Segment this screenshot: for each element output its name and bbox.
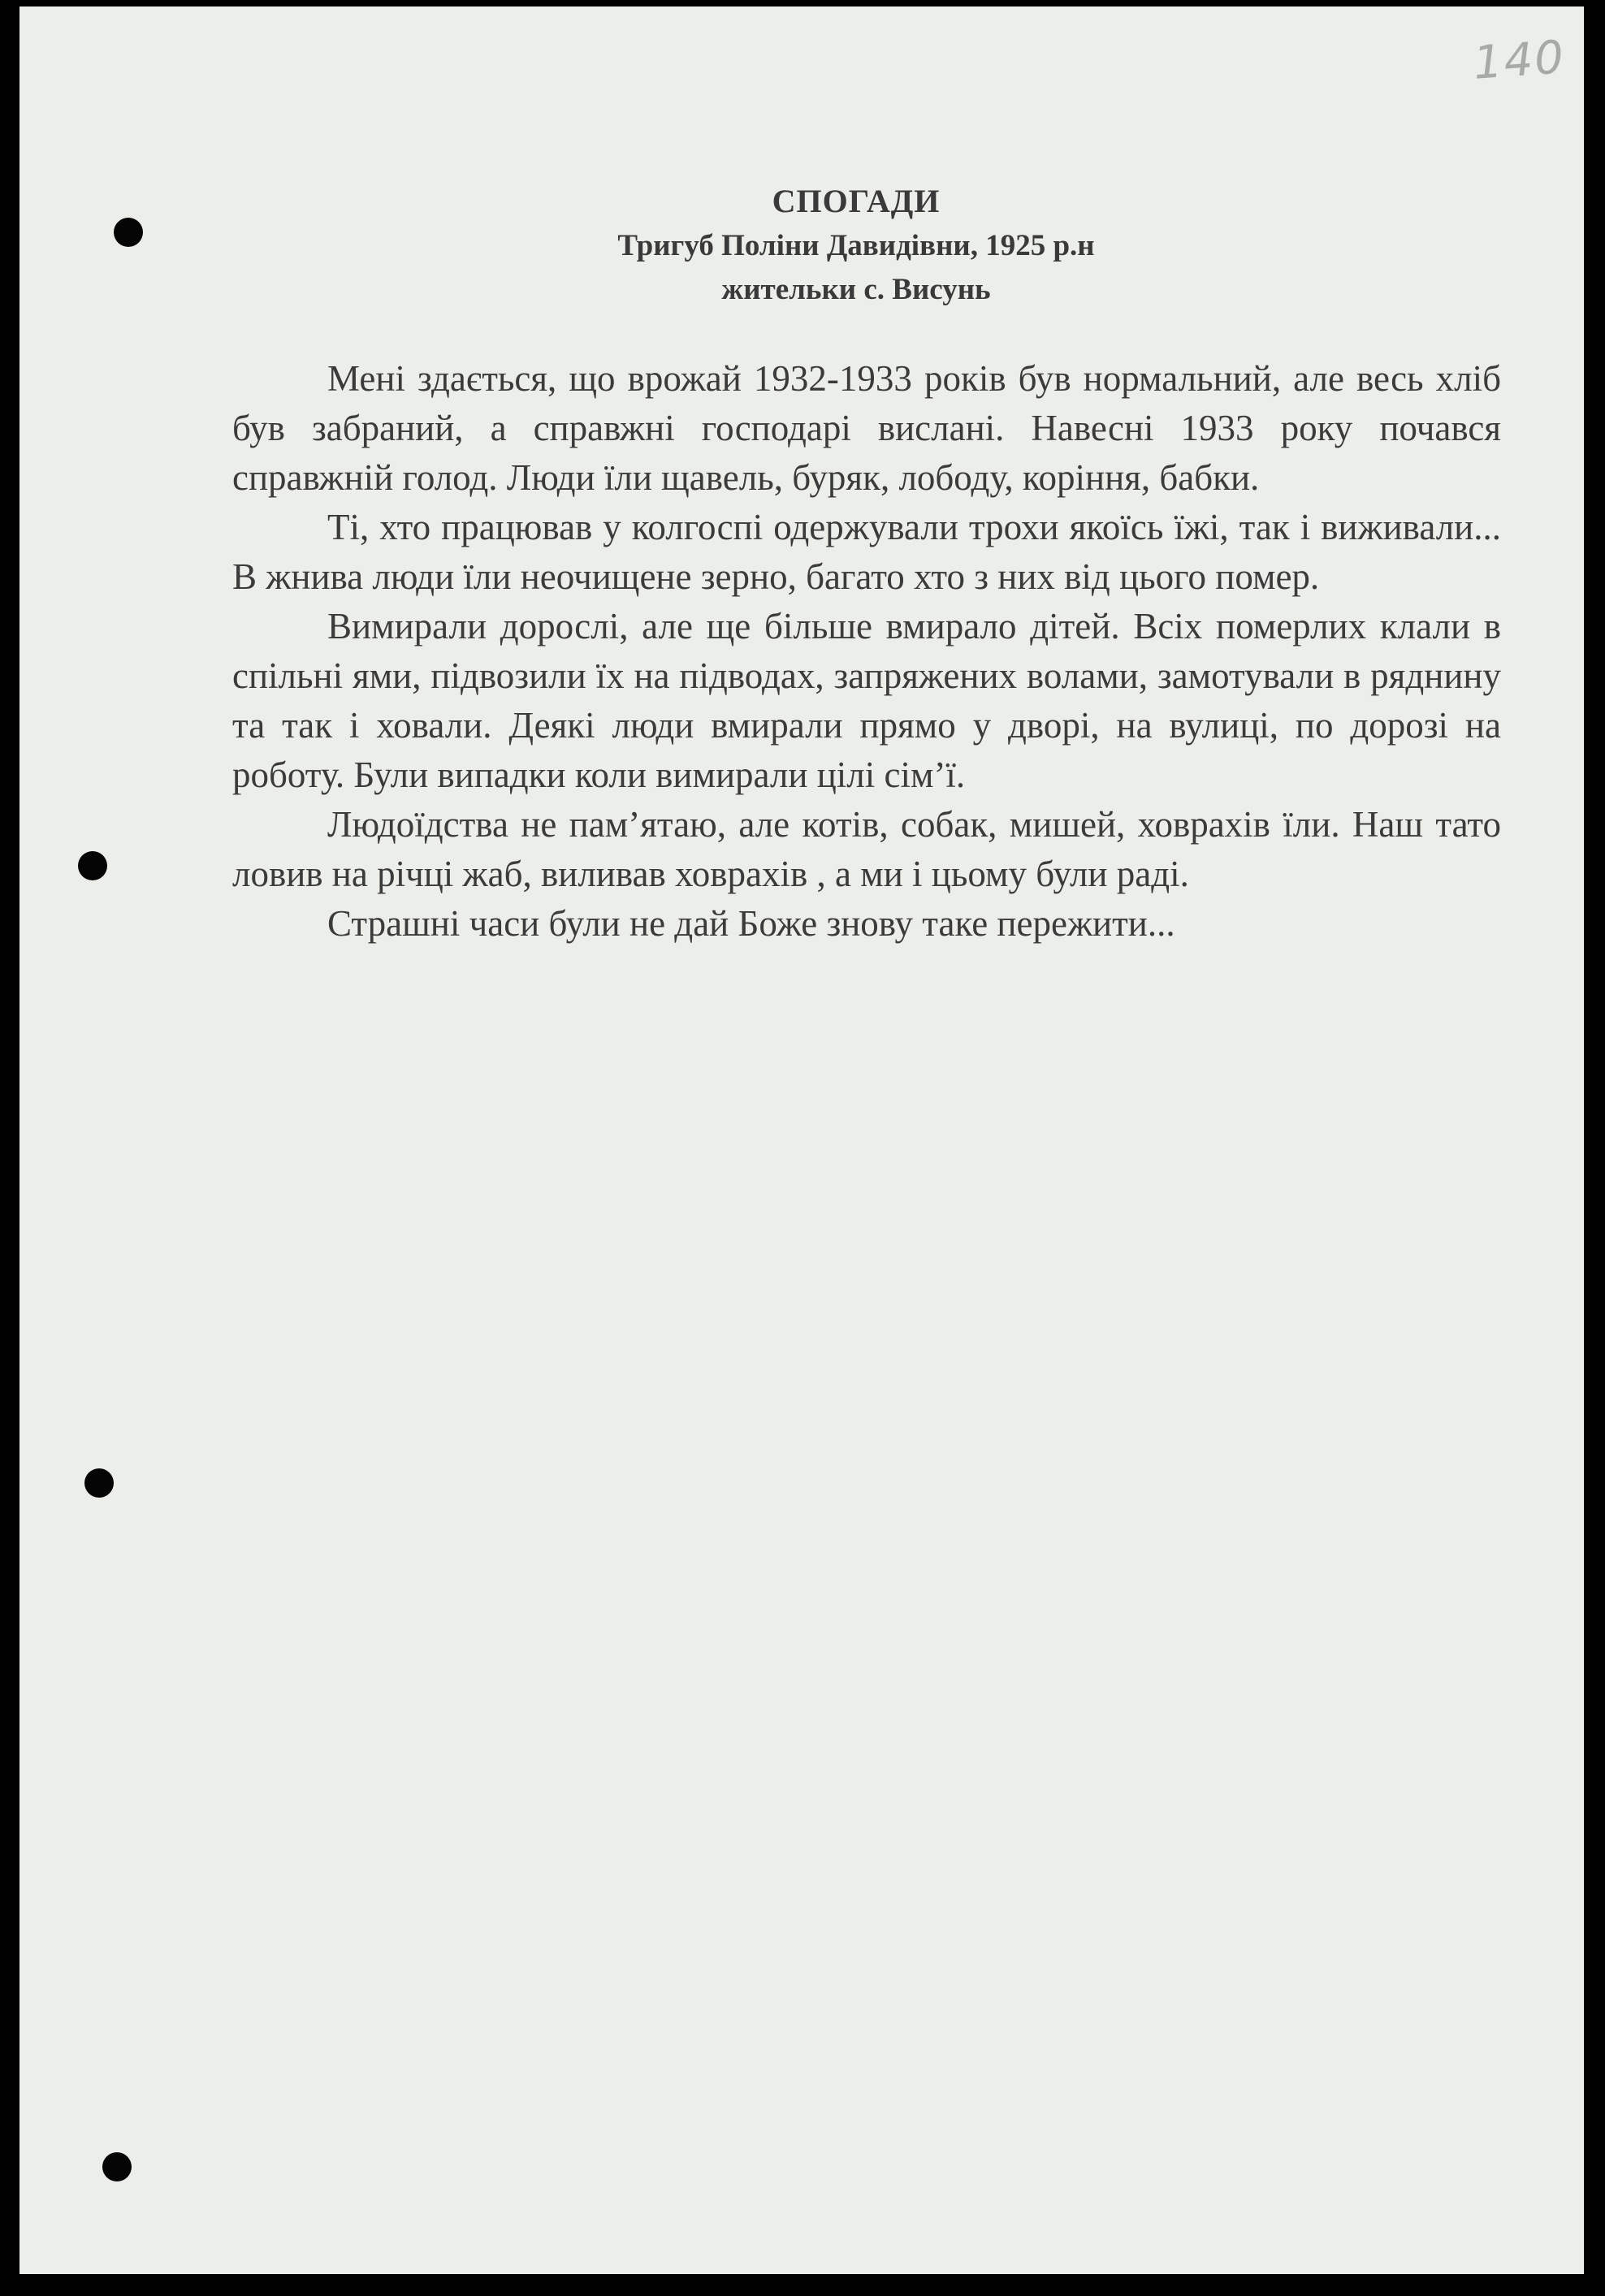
document-place: жительки с. Висунь bbox=[721, 273, 991, 306]
punch-hole bbox=[102, 2152, 132, 2181]
handwritten-page-number: 140 bbox=[1471, 31, 1568, 90]
paragraph: Мені здається, що врожай 1932-1933 років був нормальний, але весь хліб був забраний, а справжні господарі вислані. Навесні 1933 року почався справжній голод. Люди їли щавель, буряк, лободу, коріння, бабки. bbox=[232, 358, 1501, 498]
paragraph: Страшні часи були не дай Боже знову таке пережити... bbox=[327, 903, 1175, 944]
paragraph: Вимирали дорослі, але ще більше вмирало дітей. Всіх померлих клали в спільні ями, підвозили їх на підводах, запряжених волами, замотували в ряднину та так і ховали. Деякі люди вмирали прямо у дворі, на вулиці, по дорозі на роботу. Були випадки коли вимирали цілі сім’ї. bbox=[232, 606, 1501, 795]
document-page bbox=[19, 6, 1584, 2274]
document-title: СПОГАДИ bbox=[772, 183, 941, 219]
document-header bbox=[19, 179, 1584, 312]
document-body bbox=[232, 354, 1501, 949]
paragraph: Людоїдства не пам’ятаю, але котів, собак, мишей, ховрахів їли. Наш тато ловив на річці жаб, виливав ховрахів , а ми і цьому були раді. bbox=[232, 804, 1501, 894]
paragraph: Ті, хто працював у колгоспі одержували трохи якоїсь їжі, так і виживали... В жнива люди їли неочищене зерно, багато хто з них від цього помер. bbox=[232, 507, 1501, 597]
punch-hole bbox=[78, 851, 107, 880]
punch-hole bbox=[84, 1468, 114, 1498]
document-subtitle: Тригуб Поліни Давидівни, 1925 р.н bbox=[617, 229, 1095, 262]
